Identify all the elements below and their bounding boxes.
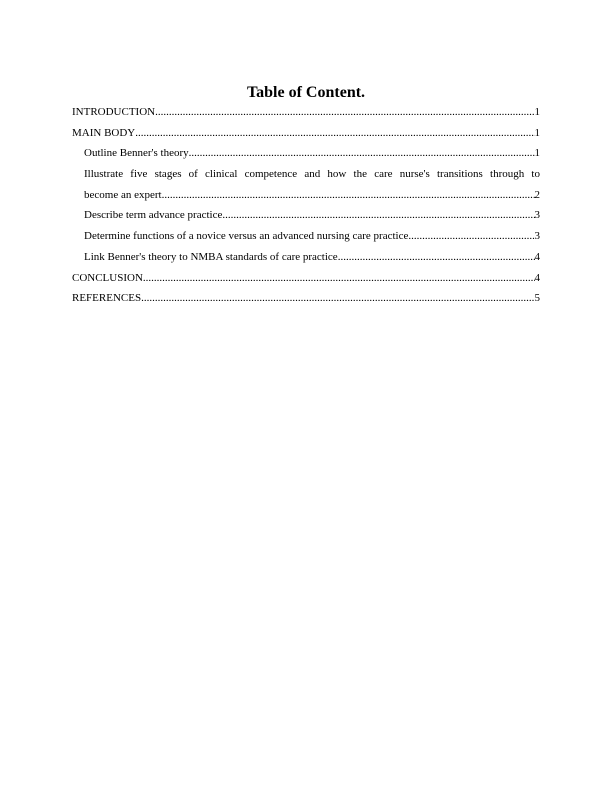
toc-entry-page: 1: [534, 106, 540, 118]
dot-leader: [135, 123, 534, 144]
toc-entry-label: Describe term advance practice: [84, 209, 223, 222]
dot-leader: [155, 102, 534, 123]
toc-entry-label-line2: become an expert: [84, 188, 162, 201]
toc-entry-illustrate-five-stages[interactable]: [72, 164, 540, 185]
toc-entry-main-body[interactable]: [72, 123, 540, 144]
toc-entry-novice-vs-advanced[interactable]: [72, 226, 540, 247]
toc-entry-label: CONCLUSION: [72, 271, 143, 284]
dot-leader: [222, 205, 534, 226]
toc-entry-page: 4: [534, 250, 540, 263]
toc-entry-conclusion[interactable]: [72, 268, 540, 289]
toc-entry-describe-advance-practice[interactable]: [72, 205, 540, 226]
toc-entry-illustrate-five-stages-continued[interactable]: [72, 185, 540, 206]
dot-leader: [338, 247, 535, 268]
dot-leader: [189, 143, 535, 164]
toc-entry-label: Link Benner's theory to NMBA standards of care practice: [84, 250, 338, 263]
toc-entry-introduction[interactable]: [72, 102, 540, 123]
toc-entry-page: 1: [534, 126, 540, 139]
dot-leader: [162, 185, 535, 206]
toc-entry-references[interactable]: [72, 288, 540, 309]
toc-entry-page: 1: [534, 147, 540, 160]
toc-entry-label-line1: Illustrate five stages of clinical competence and how the care nurse's transitions through to: [84, 168, 540, 181]
dot-leader: [141, 288, 534, 309]
toc-entry-page: 2: [534, 188, 540, 201]
toc-entry-label: INTRODUCTION: [72, 106, 156, 118]
toc-title: Table of Content.: [246, 84, 366, 101]
toc-entry-page: 4: [534, 271, 540, 284]
toc-entry-label: Outline Benner's theory: [84, 147, 189, 160]
toc-entry-label: MAIN BODY: [72, 126, 136, 139]
toc-entry-page: 5: [534, 292, 540, 305]
table-of-contents: [72, 102, 540, 309]
toc-entry-page: 3: [534, 209, 540, 222]
toc-entry-label: Determine functions of a novice versus an advanced nursing care practice: [84, 230, 409, 243]
toc-entry-label: REFERENCES: [72, 292, 142, 305]
toc-entry-outline-benners-theory[interactable]: [72, 143, 540, 164]
toc-entry-page: 3: [534, 230, 540, 243]
dot-leader: [408, 226, 534, 247]
dot-leader: [143, 268, 535, 289]
toc-entry-link-benners-theory[interactable]: [72, 247, 540, 268]
